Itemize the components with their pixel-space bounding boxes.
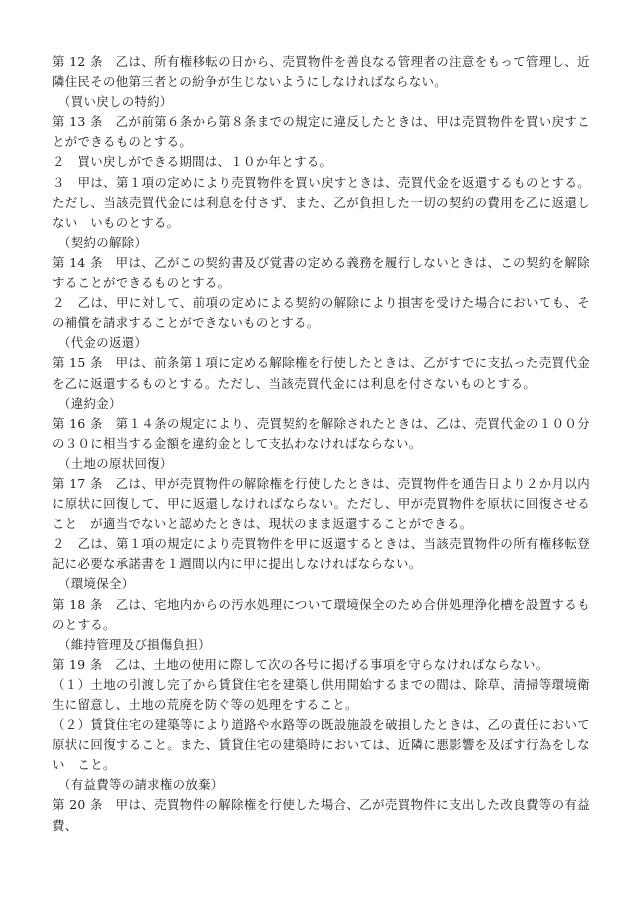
- article-13-paragraph-3: ３ 甲は、第１項の定めにより売買物件を買い戻すときは、売買代金を返還するものとする。ただし、当該売買代金には利息を付さず、また、乙が負担した一切の契約の費用を乙に返還しない いものとする。: [52, 174, 590, 230]
- article-14-paragraph-2: ２ 乙は、甲に対して、前項の定めによる契約の解除により損害を受けた場合においても、その補償を請求することができないものとする。: [52, 295, 590, 331]
- heading-land-restoration: （土地の原状回復）: [58, 455, 173, 471]
- document-page: [52, 52, 590, 836]
- heading-environmental-protection: （環境保全）: [58, 576, 135, 592]
- heading-payment-return: （代金の返還）: [58, 335, 148, 351]
- heading-repurchase-clause: （買い戻しの特約）: [58, 94, 173, 110]
- article-18-text: 第 18 条 乙は、宅地内からの汚水処理について環境保全のため合併処理浄化槽を設置するものとする。: [52, 596, 590, 632]
- article-20-text: 第 20 条 甲は、売買物件の解除権を行使した場合、乙が売買物件に支出した改良費等の有益費、: [52, 797, 590, 833]
- heading-maintenance-damage: （維持管理及び損傷負担）: [58, 636, 211, 652]
- article-17-text: 第 17 条 乙は、甲が売買物件の解除権を行使したときは、売買物件を通告日より２か月以内に原状に回復して、甲に返還しなければならない。ただし、甲が売買物件を原状に回復させること が適当でないと認めたときは、現状のまま返還することができる。: [52, 475, 590, 532]
- heading-penalty: （違約金）: [58, 395, 122, 411]
- article-19-text: 第 19 条 乙は、土地の使用に際して次の各号に掲げる事項を守らなければならない。: [52, 656, 549, 672]
- article-19-item-1: （１）土地の引渡し完了から賃貸住宅を建築し供用開始するまでの間は、除草、清掃等環境衛生に留意し、土地の荒廃を防ぐ等の処理をすること。: [52, 676, 590, 712]
- article-13-text: 第 13 条 乙が前第６条から第８条までの規定に違反したときは、甲は売買物件を買い戻すことができるものとする。: [52, 114, 590, 150]
- article-12-text: 第 12 条 乙は、所有権移転の日から、売買物件を善良なる管理者の注意をもって管理し、近隣住民その他第三者との紛争が生じないようにしなければならない。: [52, 54, 590, 90]
- article-15-text: 第 15 条 甲は、前条第１項に定める解除権を行使したときは、乙がすでに支払った売買代金を乙に返還するものとする。ただし、当該売買代金には利息を付さないものとする。: [52, 355, 590, 391]
- article-17-paragraph-2: ２ 乙は、第１項の規定により売買物件を甲に返還するときは、当該売買物件の所有権移転登記に必要な承諾書を１週間以内に甲に提出しなければならない。: [52, 536, 590, 572]
- article-16-text: 第 16 条 第１４条の規定により、売買契約を解除されたときは、乙は、売買代金の１００分の３０に相当する金額を違約金として支払わなければならない。: [52, 415, 590, 451]
- heading-waiver-of-claims: （有益費等の請求権の放棄）: [58, 777, 224, 793]
- article-13-paragraph-2: ２ 買い戻しができる期間は、１０か年とする。: [52, 154, 333, 170]
- article-19-item-2: （２）賃貸住宅の建築等により道路や水路等の既設施設を破損したときは、乙の責任において原状に回復すること。また、賃貸住宅の建築時においては、近隣に悪影響を及ぼす行為をしない こと。: [52, 717, 590, 773]
- article-14-text: 第 14 条 甲は、乙がこの契約書及び覚書の定める義務を履行しないときは、この契約を解除することができるものとする。: [52, 254, 590, 291]
- heading-contract-termination: （契約の解除）: [58, 234, 148, 250]
